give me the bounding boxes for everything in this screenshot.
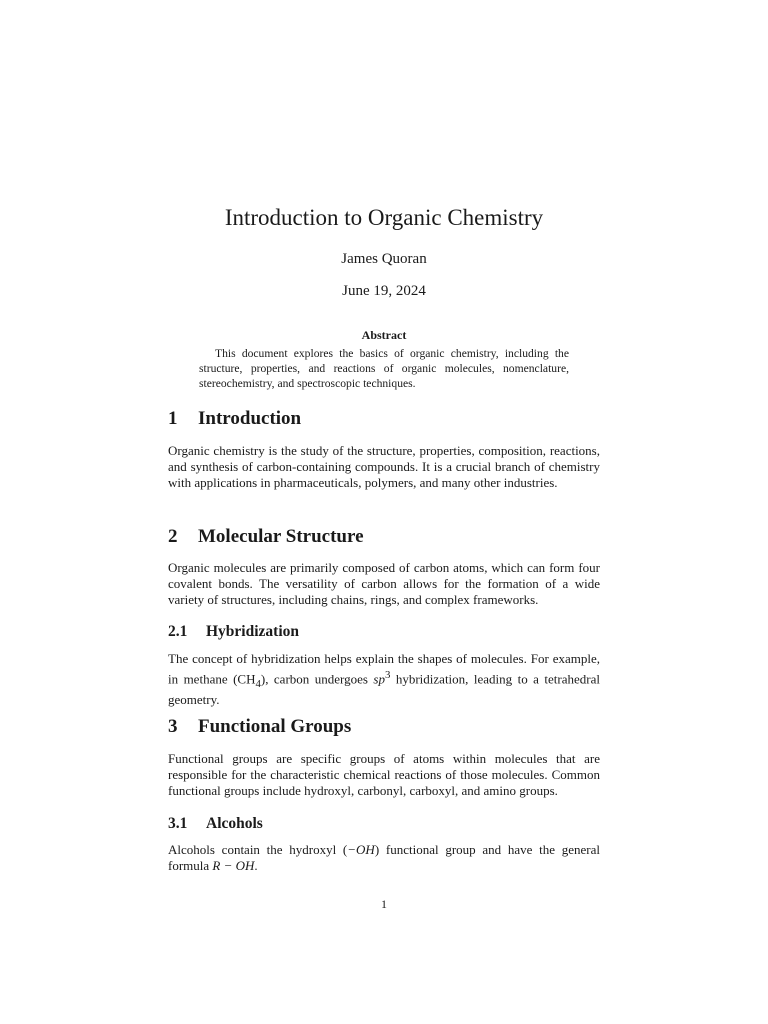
- text-run: .: [254, 858, 258, 874]
- functional-groups-paragraph: Functional groups are specific groups of atoms within molecules that are responsible for the characteristic chemical reactions of those molecules. Common functional groups include hydroxyl, carbonyl, carboxyl, and amino groups.: [168, 751, 600, 799]
- section-title: Introduction: [198, 408, 302, 429]
- subsection-number: 2.1: [168, 623, 188, 640]
- text-run: Alcohols contain the hydroxyl (: [168, 842, 348, 857]
- section-heading-molecular-structure: [168, 526, 608, 548]
- page-number: 1: [381, 897, 387, 911]
- subscript: 4: [255, 678, 261, 691]
- document-title: Introduction to Organic Chemistry: [224, 205, 544, 230]
- superscript: 3: [384, 669, 391, 682]
- author-name: James Quoran: [341, 251, 427, 267]
- subsection-title: Alcohols: [206, 815, 263, 832]
- section-number: 3: [168, 716, 178, 737]
- abstract-text: This document explores the basics of organic chemistry, including the structure, properties, and reactions of organic molecules, nomenclature, stereochemistry, and spectroscopic techniques.: [199, 347, 569, 390]
- document-date: June 19, 2024: [342, 283, 426, 299]
- hybridization-paragraph: [168, 651, 600, 709]
- subsection-number: 3.1: [168, 815, 188, 832]
- section-heading-functional-groups: [168, 716, 608, 738]
- orbital-term: sp: [373, 671, 385, 687]
- introduction-paragraph: Organic chemistry is the study of the structure, properties, composition, reactions, and synthesis of carbon-containing compounds. It is a crucial branch of chemistry with applications in pharmaceuticals, polymers, and many other industries.: [168, 443, 600, 491]
- subsection-title: Hybridization: [206, 623, 300, 640]
- section-number: 1: [168, 408, 178, 429]
- molecular-structure-paragraph: Organic molecules are primarily composed of carbon atoms, which can form four covalent bonds. The versatility of carbon allows for the formation of a wide variety of structures, including chains, rings, and complex frameworks.: [168, 560, 600, 608]
- text-run: ), carbon undergoes: [260, 671, 374, 687]
- section-number: 2: [168, 526, 178, 547]
- hydroxyl-formula: −OH: [347, 842, 375, 857]
- text-run: ) functional group and have the general formula: [168, 842, 600, 874]
- general-formula: R − OH: [212, 858, 255, 874]
- section-title: Functional Groups: [198, 716, 352, 737]
- abstract-heading: Abstract: [361, 328, 407, 342]
- section-heading-introduction: [168, 408, 608, 430]
- subsection-heading-alcohols: [168, 815, 608, 833]
- subsection-heading-hybridization: [168, 623, 608, 641]
- alcohols-paragraph: [168, 842, 600, 874]
- text-run: hybridization, leading to a tetrahedral geometry.: [168, 671, 600, 708]
- text-run: The concept of hybridization helps explain the shapes of molecules. For example, in methane (CH: [168, 651, 600, 687]
- section-title: Molecular Structure: [198, 526, 364, 547]
